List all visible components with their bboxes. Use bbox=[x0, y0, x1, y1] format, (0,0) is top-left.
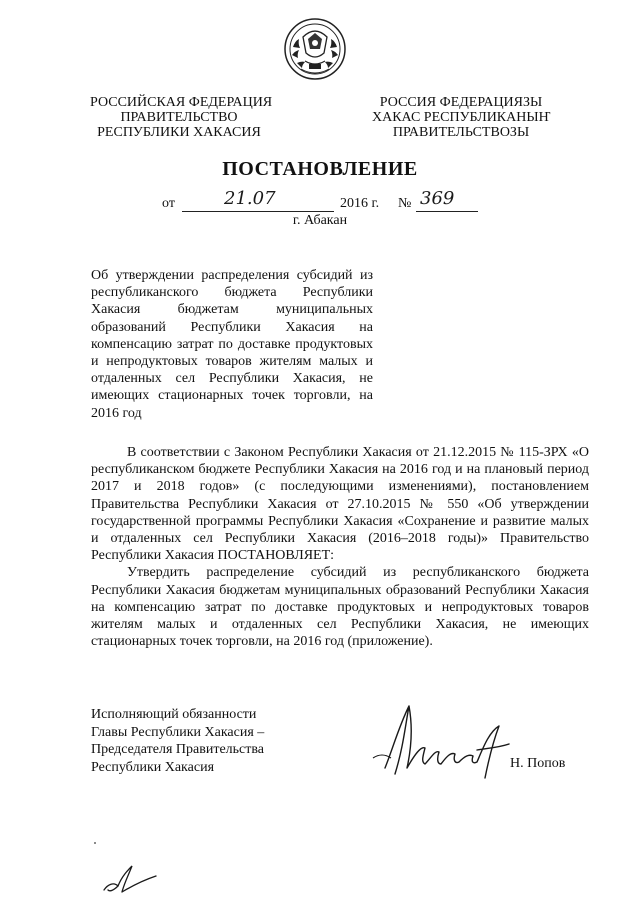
city-name: г. Абакан bbox=[292, 213, 348, 228]
body-paragraph: В соответствии с Законом Республики Хакасия от 21.12.2015 № 115-ЗРХ «О республиканском бюджете Республики Хакасия на 2016 год и на плановый период 2017 и 2018 годов» (с последующими изменениями), постановлением Правительства Республики Хакасия от 27.10.2015 № 550 «Об утверждении государственной программы Республики Хакасия «Сохранение и развитие малых и отдаленных сел Республики Хакасия (2016–2018 годы)» Правительство Республики Хакасия ПОСТАНОВЛЯЕТ: bbox=[91, 445, 589, 564]
signer-title-line: Исполняющий обязанности bbox=[91, 707, 257, 722]
body-paragraph: Утвердить распределение субсидий из республиканского бюджета Республики Хакасия бюджетам муниципальных образований Республики Хакасия на компенсацию затрат по доставке продуктовых и непродуктовых товаров жителям малых и отдаленных сел Республики Хакасия, не имеющих стационарных точек торговли, на 2016 год (приложение). bbox=[91, 565, 589, 650]
date-prefix: от bbox=[162, 196, 175, 211]
date-underline bbox=[182, 211, 334, 212]
signer-title-line: Председателя Правительства bbox=[91, 742, 265, 757]
handwritten-signature bbox=[365, 698, 515, 780]
signer-title bbox=[91, 706, 264, 776]
date-value: 21.07 bbox=[224, 188, 276, 209]
date-year: 2016 г. bbox=[340, 196, 380, 211]
header-left-line: ПРАВИТЕЛЬСТВО bbox=[120, 110, 238, 125]
document-body bbox=[91, 444, 589, 650]
header-right-line: ХАКАС РЕСПУБЛИКАНЫҤ bbox=[372, 110, 551, 125]
document-type-title: ПОСТАНОВЛЕНИЕ bbox=[222, 158, 418, 180]
header-right-line: РОССИЯ ФЕДЕРАЦИЯЗЫ bbox=[379, 95, 543, 110]
number-underline bbox=[416, 211, 478, 212]
signer-title-line: Республики Хакасия bbox=[91, 759, 215, 775]
handwritten-initial-mark bbox=[98, 862, 158, 896]
signer-title-line: Главы Республики Хакасия – bbox=[91, 724, 265, 740]
signer-name: Н. Попов bbox=[510, 756, 566, 771]
header-left bbox=[90, 95, 273, 140]
header-right-line: ПРАВИТЕЛЬСТВОЗЫ bbox=[392, 125, 530, 140]
date-number-row bbox=[150, 188, 490, 214]
header-left-line: РЕСПУБЛИКИ ХАКАСИЯ bbox=[97, 125, 261, 140]
document-number: 369 bbox=[420, 188, 455, 209]
republic-emblem-icon bbox=[283, 17, 347, 81]
document-subject: Об утверждении распределения субсидий из республиканского бюджета Республики Хакасия бюджетам муниципальных образований Республики Хакасия на компенсацию затрат по доставке продуктовых и непродуктовых товаров жителям малых и отдаленных сел Республики Хакасия, не имеющих стационарных точек торговли, на 2016 год bbox=[91, 268, 373, 421]
header-left-line: РОССИЙСКАЯ ФЕДЕРАЦИЯ bbox=[90, 95, 273, 110]
margin-dot bbox=[94, 842, 96, 844]
number-sign: № bbox=[398, 196, 412, 211]
header-right bbox=[372, 95, 550, 140]
